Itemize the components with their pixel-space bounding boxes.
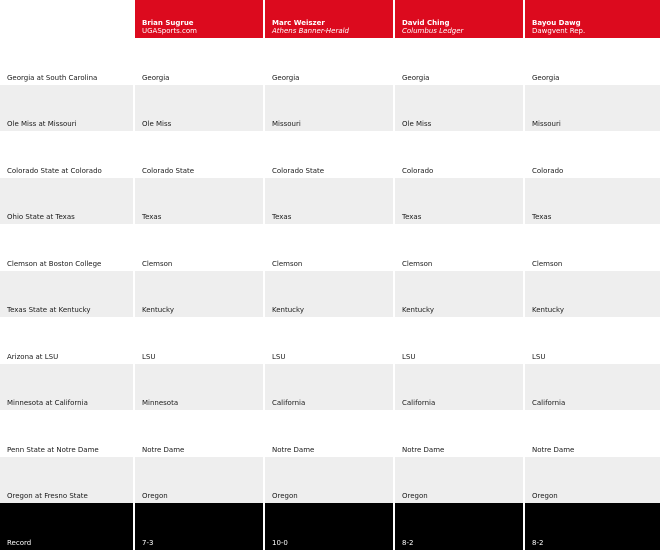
picker-header <box>265 0 395 38</box>
game-row <box>0 271 660 317</box>
record-value: 7-3 <box>135 503 265 550</box>
record-value: 8-2 <box>525 503 660 550</box>
pick-cell: Missouri <box>525 85 660 131</box>
pick-cell: LSU <box>532 353 546 361</box>
pick-cell: California <box>265 364 395 410</box>
pick-cell: LSU <box>135 317 265 364</box>
matchup-cell: Colorado State at Colorado <box>0 131 135 178</box>
pick-cell: Kentucky <box>395 271 525 317</box>
pick-cell: Clemson <box>265 224 395 271</box>
pick-cell: Notre Dame <box>395 410 525 457</box>
matchup-cell: Arizona at LSU <box>0 317 135 364</box>
matchup-cell: Texas State at Kentucky <box>0 271 135 317</box>
game-row <box>0 131 660 178</box>
pick-cell: Oregon <box>395 457 525 503</box>
record-label: Record <box>0 503 135 550</box>
game-row <box>0 224 660 271</box>
pick-cell: Notre Dame <box>265 410 395 457</box>
pick-cell: Oregon <box>265 457 395 503</box>
matchup-cell: Ohio State at Texas <box>0 178 135 224</box>
picker-outlet: UGASports.com <box>142 27 197 35</box>
picker-header <box>525 0 660 38</box>
game-row <box>0 178 660 224</box>
pick-cell: LSU <box>265 317 395 364</box>
pick-cell: Georgia <box>135 38 265 85</box>
pick-cell: California <box>395 364 525 410</box>
game-row <box>0 38 660 85</box>
pick-cell: Clemson <box>532 260 563 268</box>
picker-outlet: Dawgvent Rep. <box>532 27 586 35</box>
pick-cell: Minnesota <box>135 364 265 410</box>
picker-outlet: Columbus Ledger <box>402 27 464 35</box>
matchup-cell: Ole Miss at Missouri <box>0 85 135 131</box>
game-row <box>0 457 660 503</box>
pick-cell: Notre Dame <box>532 446 575 454</box>
pick-cell: LSU <box>395 317 525 364</box>
picker-header <box>395 0 525 38</box>
game-rows <box>0 38 660 503</box>
pick-cell: Colorado State <box>265 131 395 178</box>
picker-header <box>135 0 265 38</box>
game-row <box>0 364 660 410</box>
record-row <box>0 503 660 550</box>
pick-cell: Kentucky <box>525 271 660 317</box>
game-row <box>0 85 660 131</box>
pick-cell: Oregon <box>135 457 265 503</box>
matchup-cell: Georgia at South Carolina <box>0 38 135 85</box>
pick-cell: Texas <box>395 178 525 224</box>
pick-cell: Missouri <box>265 85 395 131</box>
pick-cell: Ole Miss <box>135 85 265 131</box>
record-value: 10-0 <box>265 503 395 550</box>
pick-cell: Clemson <box>395 224 525 271</box>
pick-cell: Georgia <box>265 38 395 85</box>
picker-name: Bayou Dawg <box>532 19 581 27</box>
game-row <box>0 410 660 457</box>
matchup-column-header <box>0 0 135 38</box>
pick-cell: Colorado <box>532 167 564 175</box>
pick-cell: Kentucky <box>265 271 395 317</box>
pick-cell: Texas <box>525 178 660 224</box>
pick-cell: Oregon <box>525 457 660 503</box>
game-row <box>0 317 660 364</box>
pick-cell: Clemson <box>135 224 265 271</box>
picker-outlet: Athens Banner-Herald <box>272 27 350 35</box>
pick-cell: Colorado State <box>135 131 265 178</box>
pick-cell: Colorado <box>395 131 525 178</box>
pick-cell: Georgia <box>395 38 525 85</box>
picker-header-row <box>0 0 660 38</box>
pick-cell: Notre Dame <box>135 410 265 457</box>
picker-name: Brian Sugrue <box>142 19 194 27</box>
pick-cell: Texas <box>265 178 395 224</box>
pick-cell: Texas <box>135 178 265 224</box>
pick-cell: Kentucky <box>135 271 265 317</box>
record-value: 8-2 <box>395 503 525 550</box>
pick-cell: Georgia <box>532 74 560 82</box>
matchup-cell: Penn State at Notre Dame <box>0 410 135 457</box>
matchup-cell: Clemson at Boston College <box>0 224 135 271</box>
picker-name: Marc Weiszer <box>272 19 325 27</box>
matchup-cell: Oregon at Fresno State <box>0 457 135 503</box>
pick-cell: Ole Miss <box>395 85 525 131</box>
pick-cell: California <box>525 364 660 410</box>
picker-name: David Ching <box>402 19 450 27</box>
matchup-cell: Minnesota at California <box>0 364 135 410</box>
